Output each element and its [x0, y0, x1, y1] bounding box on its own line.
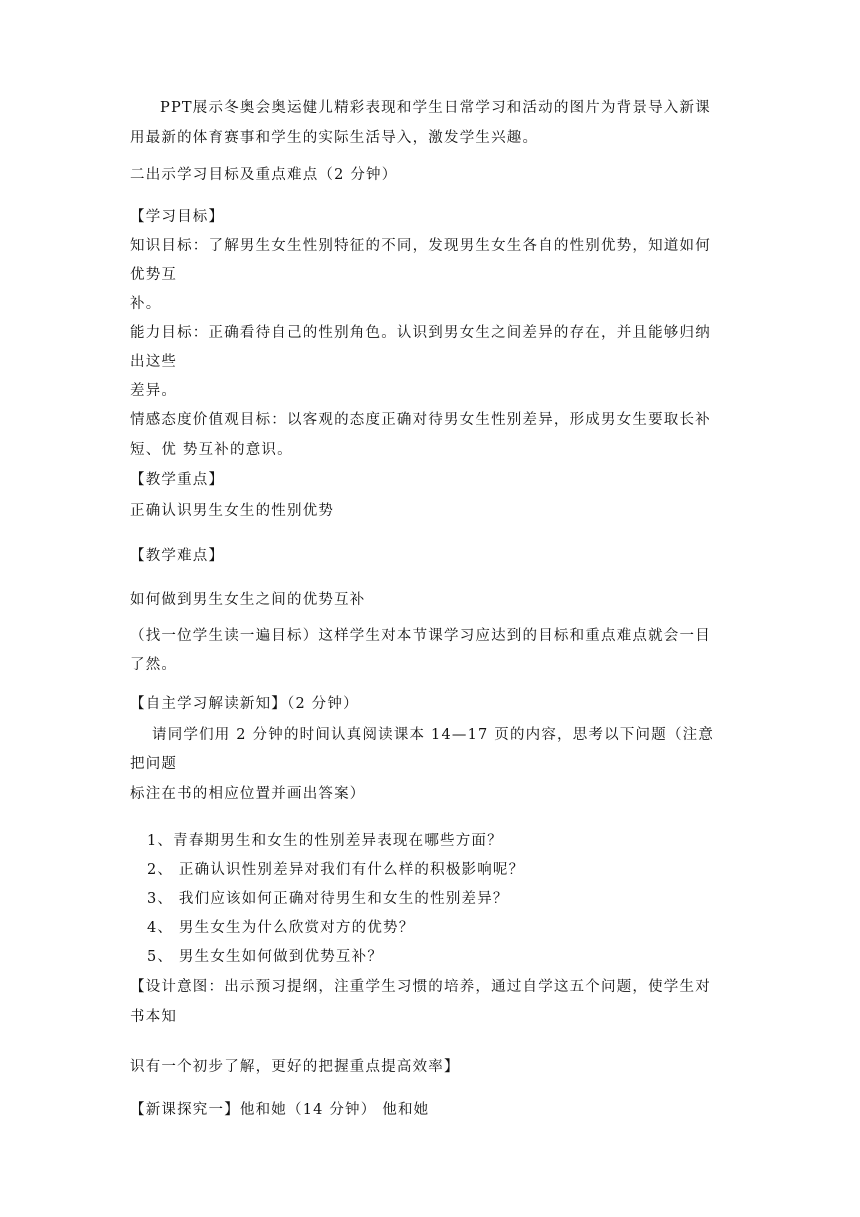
knowledge-goal-line-1: 知识目标：了解男生女生性别特征的不同，发现男生女生各自的性别优势，知道如何	[130, 238, 711, 254]
emotion-goal-line-2: 短、优 势互补的意识。	[130, 442, 293, 458]
section-heading: 二出示学习目标及重点难点（2 分钟）	[130, 167, 398, 183]
difficult-point-text: 如何做到男生女生之间的优势互补	[130, 592, 366, 608]
design-intent-line-2: 书本知	[130, 1009, 178, 1025]
read-note-line-1: （找一位学生读一遍目标）这样学生对本节课学习应达到的目标和重点难点就会一目	[130, 628, 711, 644]
key-point-heading: 【教学重点】	[130, 472, 225, 488]
question-item: 5、 男生女生如何做到优势互补？	[147, 949, 384, 965]
ability-goal-line-1: 能力目标：正确看待自己的性别角色。认识到男女生之间差异的存在，并且能够归纳	[130, 325, 711, 341]
knowledge-goal-line-2: 优势互	[130, 267, 178, 283]
design-intent-line-3: 识有一个初步了解，更好的把握重点提高效率】	[130, 1059, 460, 1075]
intro-line-1: PPT展示冬奥会奥运健儿精彩表现和学生日常学习和活动的图片为背景导入新课	[160, 100, 711, 116]
question-item: 3、 我们应该如何正确对待男生和女生的性别差异？	[147, 891, 509, 907]
intro-line-2: 用最新的体育赛事和学生的实际生活导入，激发学生兴趣。	[130, 130, 539, 146]
emotion-goal-line-1: 情感态度价值观目标：以客观的态度正确对待男女生性别差异，形成男女生要取长补	[130, 412, 711, 428]
question-item: 1、青春期男生和女生的性别差异表现在哪些方面？	[147, 833, 503, 849]
question-item: 4、 男生女生为什么欣赏对方的优势？	[147, 920, 415, 936]
knowledge-goal-line-3: 补。	[130, 296, 162, 312]
difficult-point-heading: 【教学难点】	[130, 548, 225, 564]
explore-one-heading: 【新课探究一】他和她（14 分钟） 他和她	[130, 1102, 430, 1118]
key-point-text: 正确认识男生女生的性别优势	[130, 503, 335, 519]
design-intent-line-1: 【设计意图：出示预习提纲，注重学生习惯的培养，通过自学这五个问题，使学生对	[130, 979, 711, 995]
self-study-instruction-line-3: 标注在书的相应位置并画出答案）	[130, 786, 366, 802]
ability-goal-line-3: 差异。	[130, 383, 178, 399]
question-item: 2、 正确认识性别差异对我们有什么样的积极影响呢？	[147, 862, 525, 878]
self-study-instruction-line-2: 把问题	[130, 756, 178, 772]
ability-goal-line-2: 出这些	[130, 354, 178, 370]
read-note-line-2: 了然。	[130, 657, 178, 673]
self-study-heading: 【自主学习解读新知】（2 分钟）	[130, 696, 359, 712]
goals-heading: 【学习目标】	[130, 209, 225, 225]
self-study-instruction-line-1: 请同学们用 2 分钟的时间认真阅读课本 14—17 页的内容，思考以下问题（注意	[152, 727, 715, 743]
